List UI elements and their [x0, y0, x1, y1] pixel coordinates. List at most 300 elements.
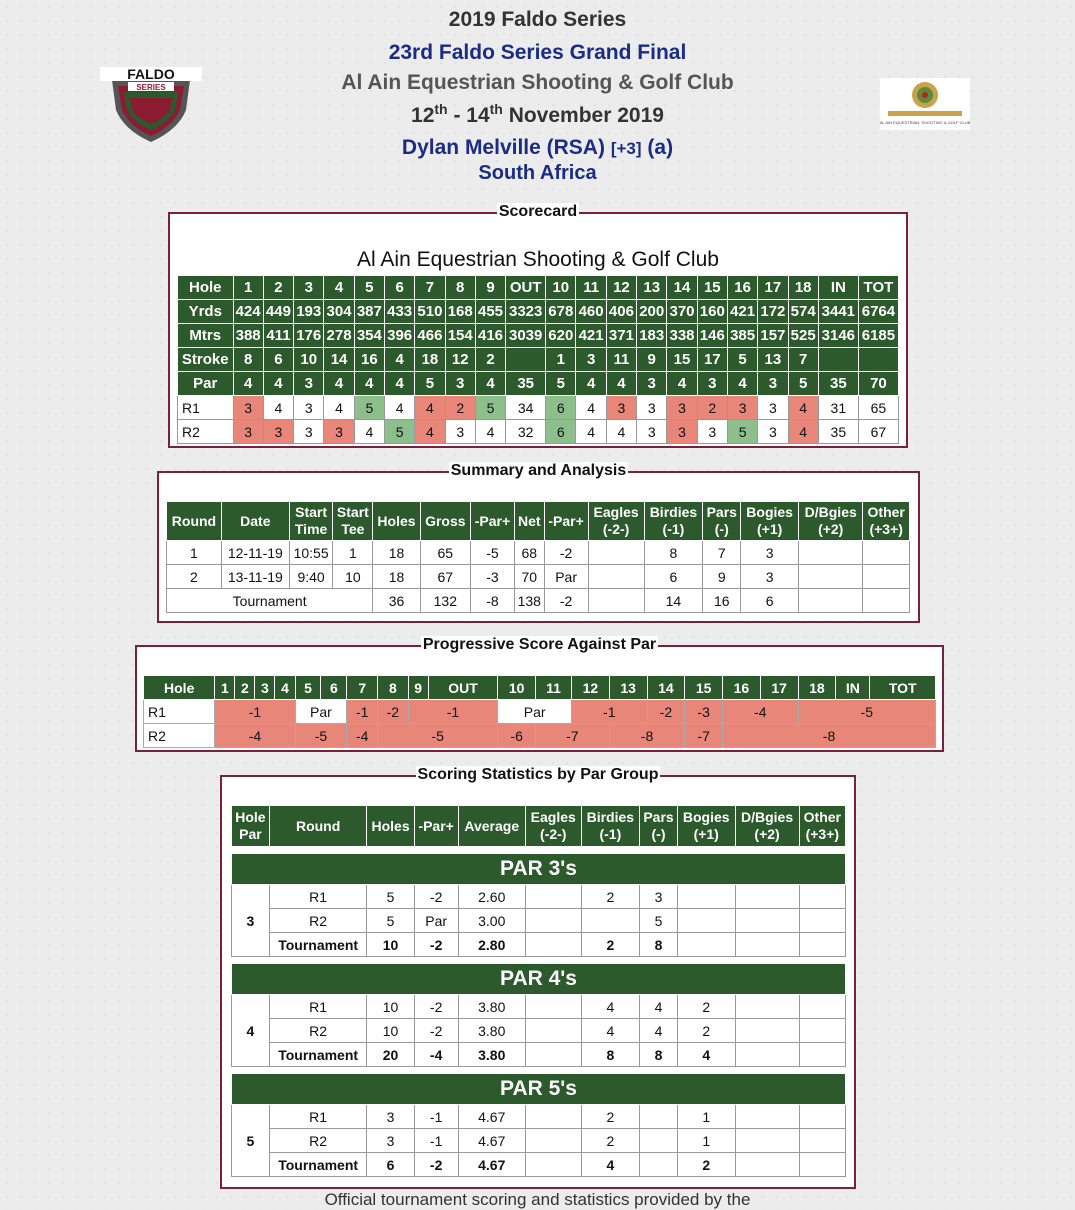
stats-cell: 8 — [581, 1043, 640, 1067]
stats-cell: 4.67 — [458, 1105, 525, 1129]
scorecard-score-cell: 5 — [384, 420, 414, 444]
stats-header-cell — [581, 806, 640, 847]
scorecard-info-cell: 424 — [233, 300, 263, 324]
stats-header-cell — [232, 806, 270, 847]
scorecard-info-cell: 6764 — [858, 300, 898, 324]
stats-cell: 4 — [640, 1019, 678, 1043]
scorecard-info-cell: 4 — [384, 348, 414, 372]
scorecard-score-cell: 2 — [445, 396, 475, 420]
scorecard-header-cell: 4 — [324, 276, 354, 300]
summary-cell: 10:55 — [289, 541, 333, 565]
stats-cell — [640, 1105, 678, 1129]
summary-header-line1: Net — [518, 512, 541, 529]
scorecard-info-cell: 338 — [667, 324, 697, 348]
stats-cell — [799, 1153, 845, 1177]
stats-cell: 2 — [677, 995, 735, 1019]
stats-cell — [677, 933, 735, 957]
stats-cell: 3.80 — [458, 995, 525, 1019]
scorecard-info-cell: 3323 — [506, 300, 546, 324]
scorecard-info-cell: Par — [178, 372, 234, 396]
scorecard-info-cell: 278 — [324, 324, 354, 348]
scorecard-score-cell: 32 — [506, 420, 546, 444]
stats-panel — [220, 766, 856, 1189]
progressive-segment: -5 — [798, 700, 935, 724]
stats-cell: 3 — [367, 1129, 414, 1153]
scorecard-info-cell: 11 — [606, 348, 636, 372]
scorecard-info-cell: 421 — [727, 300, 757, 324]
summary-total-cell: -2 — [544, 589, 588, 613]
player-name: Dylan Melville (RSA) [+3] (a) — [401, 136, 674, 159]
summary-cell: Par — [544, 565, 588, 589]
scorecard-info-cell: 4 — [354, 372, 384, 396]
summary-header-line2: (+2) — [818, 521, 844, 537]
scorecard-info-cell: 176 — [294, 324, 324, 348]
scorecard-info-cell: 10 — [294, 348, 324, 372]
summary-header-line2: (+3+) — [869, 521, 903, 537]
summary-total-cell: 16 — [703, 589, 741, 613]
stats-cell — [677, 885, 735, 909]
scorecard-header-cell: TOT — [858, 276, 898, 300]
stats-cell: 3 — [640, 885, 678, 909]
summary-cell: 2 — [167, 565, 222, 589]
progressive-header-cell: IN — [836, 676, 870, 700]
scorecard-info-cell: 13 — [758, 348, 788, 372]
summary-cell: 9 — [703, 565, 741, 589]
stats-cell: 5 — [367, 909, 414, 933]
scorecard-info-cell: 411 — [263, 324, 293, 348]
scorecard-score-cell: 4 — [384, 396, 414, 420]
stats-cell: 2.60 — [458, 885, 525, 909]
summary-header-line1: Start — [336, 504, 369, 520]
progressive-header-cell: OUT — [428, 676, 498, 700]
summary-cell — [799, 565, 863, 589]
stats-group-title: PAR 4's — [232, 964, 846, 995]
scorecard-round-label: R1 — [178, 396, 234, 420]
stats-cell — [799, 909, 845, 933]
progressive-segment: -7 — [536, 724, 610, 748]
progressive-round-label: R2 — [144, 724, 215, 748]
scorecard-info-cell: 16 — [354, 348, 384, 372]
summary-header-cell — [799, 502, 863, 541]
summary-cell — [863, 565, 910, 589]
scorecard-info-cell: 12 — [445, 348, 475, 372]
summary-header-cell — [221, 502, 289, 541]
event-dates: 12th - 14th November 2019 — [411, 101, 664, 127]
summary-cell: 7 — [703, 541, 741, 565]
stats-cell — [677, 909, 735, 933]
progressive-round-row — [144, 724, 936, 748]
summary-cell: 68 — [515, 541, 545, 565]
summary-cell: 67 — [420, 565, 470, 589]
summary-header-line1: Holes — [377, 512, 416, 529]
stats-cell: R1 — [269, 995, 367, 1019]
stats-header-line2: (+1) — [693, 826, 719, 842]
scorecard-info-cell: 4 — [606, 372, 636, 396]
footer-text: Official tournament scoring and statistics provided by the — [324, 1190, 751, 1209]
scorecard-info-cell: Mtrs — [178, 324, 234, 348]
scorecard-info-cell: 449 — [263, 300, 293, 324]
progressive-segment: -4 — [347, 724, 378, 748]
scorecard-info-cell: 193 — [294, 300, 324, 324]
scorecard-info-cell: 5 — [788, 372, 818, 396]
scorecard-score-cell: 4 — [606, 420, 636, 444]
summary-header-line2: (-2-) — [602, 521, 630, 537]
scorecard-info-cell: 157 — [758, 324, 788, 348]
scorecard-info-cell: 4 — [667, 372, 697, 396]
scorecard-header-cell: 8 — [445, 276, 475, 300]
progressive-table — [143, 675, 936, 748]
event-title: 23rd Faldo Series Grand Final — [388, 41, 687, 64]
summary-header-cell — [167, 502, 222, 541]
stats-header-line1: Birdies — [586, 809, 635, 825]
scorecard-round-label: R2 — [178, 420, 234, 444]
progressive-header-cell: 1 — [215, 676, 235, 700]
scorecard-score-cell: 3 — [233, 396, 263, 420]
summary-cell: 3 — [741, 541, 799, 565]
scorecard-info-cell: 3441 — [818, 300, 858, 324]
summary-cell: 1 — [167, 541, 222, 565]
stats-cell: 2 — [677, 1153, 735, 1177]
scorecard-info-cell: 371 — [606, 324, 636, 348]
stats-cell: 4 — [640, 995, 678, 1019]
stats-header-cell — [677, 806, 735, 847]
scorecard-info-cell: 574 — [788, 300, 818, 324]
stats-header-cell — [640, 806, 678, 847]
stats-cell: Tournament — [269, 933, 367, 957]
summary-cell: 18 — [373, 541, 420, 565]
stats-cell: 2 — [581, 885, 640, 909]
stats-header-line2: (-) — [651, 826, 666, 842]
progressive-segment: -1 — [408, 700, 498, 724]
stats-cell: 5 — [367, 885, 414, 909]
summary-total-cell — [588, 589, 644, 613]
summary-total-cell: 14 — [644, 589, 703, 613]
summary-header-cell — [373, 502, 420, 541]
scorecard-score-cell: 4 — [788, 420, 818, 444]
stats-header-line1: Pars — [643, 809, 674, 825]
stats-cell — [799, 1043, 845, 1067]
summary-header-cell — [741, 502, 799, 541]
scorecard-header-cell: 15 — [697, 276, 727, 300]
stats-cell — [735, 885, 799, 909]
scorecard-info-cell: 6 — [263, 348, 293, 372]
summary-cell — [588, 565, 644, 589]
stats-header-line1: D/Bgies — [741, 809, 794, 825]
summary-total-cell: 6 — [741, 589, 799, 613]
stats-total-row — [232, 933, 846, 957]
scorecard-score-cell: 2 — [697, 396, 727, 420]
progressive-segment: -3 — [685, 700, 723, 724]
stats-header-line1: Eagles — [530, 809, 576, 825]
progressive-header-cell: 7 — [347, 676, 378, 700]
stats-group-band — [232, 854, 846, 885]
progressive-segment: -1 — [347, 700, 378, 724]
scorecard-score-cell: 5 — [727, 420, 757, 444]
scorecard-info-cell: 304 — [324, 300, 354, 324]
progressive-segment: Par — [295, 700, 347, 724]
scorecard-info-cell: 4 — [576, 372, 606, 396]
stats-cell: 1 — [677, 1105, 735, 1129]
progressive-round-label: R1 — [144, 700, 215, 724]
scorecard-table — [177, 275, 899, 444]
stats-cell: 6 — [367, 1153, 414, 1177]
scorecard-header-cell: Hole — [178, 276, 234, 300]
summary-header-line1: Bogies — [746, 504, 793, 520]
summary-total-cell: 132 — [420, 589, 470, 613]
summary-header-line2: Time — [294, 521, 328, 537]
stats-cell — [525, 1019, 581, 1043]
progressive-header-cell: 12 — [572, 676, 610, 700]
stats-cell — [735, 909, 799, 933]
stats-cell — [525, 1105, 581, 1129]
stats-cell — [525, 1153, 581, 1177]
scorecard-score-cell: 4 — [324, 396, 354, 420]
summary-cell — [863, 541, 910, 565]
stats-header-cell — [525, 806, 581, 847]
progressive-segment: -4 — [723, 700, 799, 724]
stats-cell: 4 — [677, 1043, 735, 1067]
scorecard-score-cell: 3 — [697, 420, 727, 444]
stats-group-par: 3 — [232, 885, 270, 957]
scorecard-score-cell: 4 — [263, 396, 293, 420]
scorecard-info-cell: 3 — [758, 372, 788, 396]
stats-cell: 8 — [640, 1043, 678, 1067]
summary-cell: 13-11-19 — [221, 565, 289, 589]
summary-header-line1: Start — [295, 504, 328, 520]
progressive-header-cell: 4 — [275, 676, 295, 700]
scorecard-info-cell: 678 — [546, 300, 576, 324]
stats-cell: 4.67 — [458, 1153, 525, 1177]
scorecard-info-cell: 14 — [324, 348, 354, 372]
scorecard-info-cell: 6185 — [858, 324, 898, 348]
progressive-header-cell: 2 — [235, 676, 255, 700]
scorecard-score-cell: 6 — [546, 396, 576, 420]
summary-row — [167, 541, 910, 565]
stats-header-line1: Round — [295, 817, 341, 834]
stats-group-par: 5 — [232, 1105, 270, 1177]
stats-cell: 10 — [367, 933, 414, 957]
stats-cell: R2 — [269, 1019, 367, 1043]
scorecard-info-cell: 525 — [788, 324, 818, 348]
series-title: 2019 Faldo Series — [448, 8, 627, 31]
stats-cell — [525, 995, 581, 1019]
summary-header-line2: (+1) — [757, 521, 783, 537]
progressive-segment: -8 — [723, 724, 936, 748]
scorecard-header-cell: 10 — [546, 276, 576, 300]
stats-cell: 10 — [367, 995, 414, 1019]
stats-cell: 2 — [581, 1105, 640, 1129]
stats-row — [232, 909, 846, 933]
scorecard-info-cell: Stroke — [178, 348, 234, 372]
scorecard-score-cell: 4 — [576, 396, 606, 420]
stats-cell — [525, 933, 581, 957]
summary-cell: 8 — [644, 541, 703, 565]
progressive-header-cell: 13 — [609, 676, 647, 700]
stats-header-cell — [414, 806, 458, 847]
summary-cell: 1 — [333, 541, 373, 565]
scorecard-info-cell: 4 — [263, 372, 293, 396]
progressive-segment: -1 — [215, 700, 295, 724]
scorecard-info-cell: 1 — [546, 348, 576, 372]
summary-header-line2: (-) — [714, 521, 729, 537]
stats-header-line1: Holes — [371, 817, 410, 834]
stats-cell — [735, 1129, 799, 1153]
stats-header-line2: (-1) — [599, 826, 622, 842]
scorecard-header-cell: 9 — [475, 276, 505, 300]
scorecard-info-cell: 2 — [475, 348, 505, 372]
summary-cell: -2 — [544, 541, 588, 565]
progressive-panel — [135, 636, 944, 752]
scorecard-score-cell: 3 — [667, 420, 697, 444]
stats-cell: -2 — [414, 1153, 458, 1177]
stats-cell: 3.00 — [458, 909, 525, 933]
summary-header-line1: Birdies — [649, 504, 698, 520]
summary-header-line1: D/Bgies — [804, 504, 857, 520]
summary-cell — [588, 541, 644, 565]
scorecard-score-cell: 4 — [415, 420, 445, 444]
player-handicap: [+3] — [610, 139, 642, 158]
stats-cell: 2 — [581, 933, 640, 957]
scorecard-info-cell: 396 — [384, 324, 414, 348]
scorecard-score-cell: 4 — [475, 420, 505, 444]
scorecard-info-cell: 4 — [475, 372, 505, 396]
stats-cell: Par — [414, 909, 458, 933]
scorecard-info-cell: 3 — [576, 348, 606, 372]
summary-panel — [157, 462, 920, 623]
scorecard-info-cell: 4 — [324, 372, 354, 396]
scorecard-score-cell: 3 — [233, 420, 263, 444]
svg-text:SERIES: SERIES — [136, 83, 166, 92]
summary-cell: -3 — [470, 565, 514, 589]
stats-cell: 2.80 — [458, 933, 525, 957]
progressive-header-cell: 3 — [255, 676, 275, 700]
scorecard-info-cell: 4 — [384, 372, 414, 396]
scorecard-score-cell: 4 — [788, 396, 818, 420]
stats-header-line1: Hole — [235, 809, 266, 825]
stats-cell — [799, 1019, 845, 1043]
stats-cell: 1 — [677, 1129, 735, 1153]
summary-table — [166, 501, 910, 613]
summary-header-line1: -Par+ — [548, 512, 584, 529]
scorecard-header-cell: 12 — [606, 276, 636, 300]
scorecard-info-cell: 433 — [384, 300, 414, 324]
scorecard-info-cell: 388 — [233, 324, 263, 348]
scorecard-info-cell — [818, 348, 858, 372]
scorecard-info-cell: Yrds — [178, 300, 234, 324]
progressive-segment: -8 — [609, 724, 685, 748]
progressive-segment: -7 — [685, 724, 723, 748]
scorecard-score-cell: 3 — [637, 420, 667, 444]
stats-header-cell — [269, 806, 367, 847]
summary-total-cell: -8 — [470, 589, 514, 613]
stats-group-title: PAR 5's — [232, 1074, 846, 1105]
stats-cell — [799, 1105, 845, 1129]
summary-cell: 65 — [420, 541, 470, 565]
stats-cell: -2 — [414, 1019, 458, 1043]
stats-header-cell — [367, 806, 414, 847]
progressive-segment: -5 — [378, 724, 498, 748]
scorecard-score-cell: 65 — [858, 396, 898, 420]
scorecard-panel — [168, 203, 908, 448]
stats-cell: 10 — [367, 1019, 414, 1043]
progressive-segment: -2 — [378, 700, 409, 724]
progressive-header-cell: 17 — [760, 676, 798, 700]
scorecard-info-cell: 460 — [576, 300, 606, 324]
svg-text:AL AIN EQUESTRIAN, SHOOTING &: AL AIN EQUESTRIAN, SHOOTING & GOLF CLUB — [880, 120, 970, 125]
stats-cell — [799, 885, 845, 909]
scorecard-score-cell: 4 — [415, 396, 445, 420]
stats-row — [232, 885, 846, 909]
progressive-header-cell: 5 — [295, 676, 321, 700]
stats-cell: 3 — [367, 1105, 414, 1129]
stats-header-cell — [799, 806, 845, 847]
stats-cell — [525, 909, 581, 933]
summary-cell: 12-11-19 — [221, 541, 289, 565]
summary-cell: 18 — [373, 565, 420, 589]
scorecard-info-cell: 5 — [727, 348, 757, 372]
stats-cell: 20 — [367, 1043, 414, 1067]
stats-cell — [735, 1153, 799, 1177]
scorecard-info-cell: 3146 — [818, 324, 858, 348]
progressive-header-cell: 18 — [798, 676, 836, 700]
scorecard-info-cell: 4 — [233, 372, 263, 396]
scorecard-info-cell: 146 — [697, 324, 727, 348]
stats-cell — [799, 933, 845, 957]
stats-row — [232, 1019, 846, 1043]
scorecard-info-cell: 172 — [758, 300, 788, 324]
scorecard-info-cell: 9 — [637, 348, 667, 372]
scorecard-header-cell: 1 — [233, 276, 263, 300]
summary-title: Summary and Analysis — [450, 462, 627, 479]
scorecard-info-cell: 154 — [445, 324, 475, 348]
stats-header-cell — [735, 806, 799, 847]
summary-cell: 6 — [644, 565, 703, 589]
stats-header-line2: (+3+) — [805, 826, 840, 842]
scorecard-header-cell: 18 — [788, 276, 818, 300]
scorecard-info-cell: 3 — [294, 372, 324, 396]
summary-total-cell: 138 — [515, 589, 545, 613]
stats-cell — [735, 1105, 799, 1129]
stats-cell: R2 — [269, 1129, 367, 1153]
progressive-header-cell: 9 — [408, 676, 428, 700]
scorecard-score-cell: 4 — [354, 420, 384, 444]
stats-cell: 4 — [581, 995, 640, 1019]
stats-header-line1: Average — [464, 817, 520, 834]
summary-cell: 10 — [333, 565, 373, 589]
stats-cell — [581, 909, 640, 933]
stats-cell: 2 — [677, 1019, 735, 1043]
progressive-header-cell: 11 — [536, 676, 572, 700]
stats-cell: R1 — [269, 885, 367, 909]
stats-cell — [525, 1043, 581, 1067]
scorecard-info-cell: 5 — [546, 372, 576, 396]
scorecard-info-cell: 416 — [475, 324, 505, 348]
stats-cell: -4 — [414, 1043, 458, 1067]
stats-total-row — [232, 1043, 846, 1067]
scorecard-info-cell: 70 — [858, 372, 898, 396]
summary-total-row — [167, 589, 910, 613]
scorecard-header-cell: OUT — [506, 276, 546, 300]
scorecard-score-cell: 3 — [294, 420, 324, 444]
stats-table — [231, 805, 846, 1177]
scorecard-score-cell: 3 — [758, 420, 788, 444]
progressive-header-cell: TOT — [870, 676, 936, 700]
scorecard-header-cell: 7 — [415, 276, 445, 300]
scorecard-header-cell: 11 — [576, 276, 606, 300]
summary-header-cell — [588, 502, 644, 541]
stats-cell: 5 — [640, 909, 678, 933]
scorecard-score-cell: 3 — [445, 420, 475, 444]
